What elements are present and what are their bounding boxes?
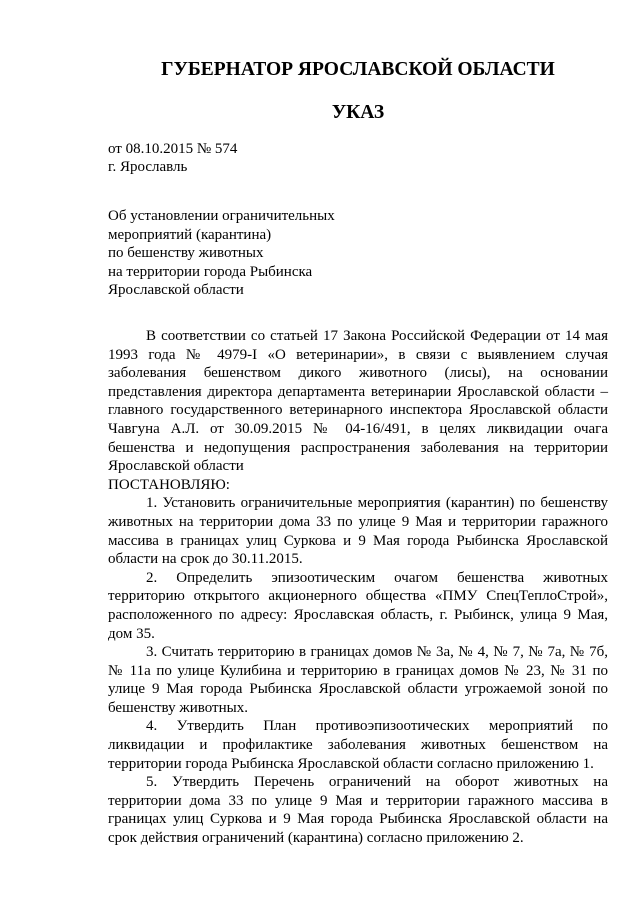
decree-word: ПОСТАНОВЛЯЮ: xyxy=(108,476,230,493)
decree-item: 4. Утвердить План противоэпизоотических мероприятий по ликвидации и профилактике заболевания животных бешенством на территории города Рыбинска Ярославской области согласно приложению 1. xyxy=(108,718,608,772)
document-subject xyxy=(108,207,335,300)
document-meta xyxy=(108,140,237,176)
subject-line: мероприятий (карантина) xyxy=(108,226,272,243)
date-number: от 08.10.2015 № 574 xyxy=(108,141,238,157)
decree-type-title: УКАЗ xyxy=(331,102,385,123)
subject-line: по бешенству животных xyxy=(108,245,264,261)
decree-item: 2. Определить эпизоотическим очагом бешенства животных территорию открытого акционерного общества «ПМУ СпецТеплоСтрой», расположенного по адресу: Ярославская область, г. Рыбинск, улица 9 Мая, дом 35. xyxy=(108,569,608,642)
subject-line: Об установлении ограничительных xyxy=(108,208,335,224)
document-body xyxy=(108,327,608,848)
governor-title: ГУБЕРНАТОР ЯРОСЛАВСКОЙ ОБЛАСТИ xyxy=(161,59,555,80)
preamble-paragraph: В соответствии со статьей 17 Закона Российской Федерации от 14 мая 1993 года № 4979-I «О ветеринарии», в связи с выявлением случая заболевания бешенством дикого животного (лисы), на основании представления директора департамента ветеринарии Ярославской области – главного государственного ветеринарного инспектора Ярославской области Чавгуна А.Л. от 30.09.2015 № 04-16/491, в целях ликвидации очага бешенства и недопущения распространения заболевания на территории Ярославской области xyxy=(108,328,608,475)
subject-line: Ярославской области xyxy=(108,282,244,298)
subject-line: на территории города Рыбинска xyxy=(108,263,313,280)
decree-item: 3. Считать территорию в границах домов № 3а, № 4, № 7, № 7а, № 7б, № 11а по улице Кулибина и территорию в границах домов № 23, № 31 по улице 9 Мая города Рыбинска Ярославской области угрожаемой зоной по бешенству животных. xyxy=(108,644,608,716)
decree-item: 1. Установить ограничительные мероприятия (карантин) по бешенству животных на территории дома 33 по улице 9 Мая и территории гаражного массива в границах улиц Суркова и 9 Мая города Рыбинска Ярославской области на срок до 30.11.2015. xyxy=(108,495,608,568)
city: г. Ярославль xyxy=(108,159,188,175)
decree-item: 5. Утвердить Перечень ограничений на оборот животных на территории дома 33 по улице 9 Мая и территории гаражного массива в границах улиц Суркова и 9 Мая города Рыбинска Ярославской области на срок действия ограничений (карантина) согласно приложению 2. xyxy=(108,774,608,847)
